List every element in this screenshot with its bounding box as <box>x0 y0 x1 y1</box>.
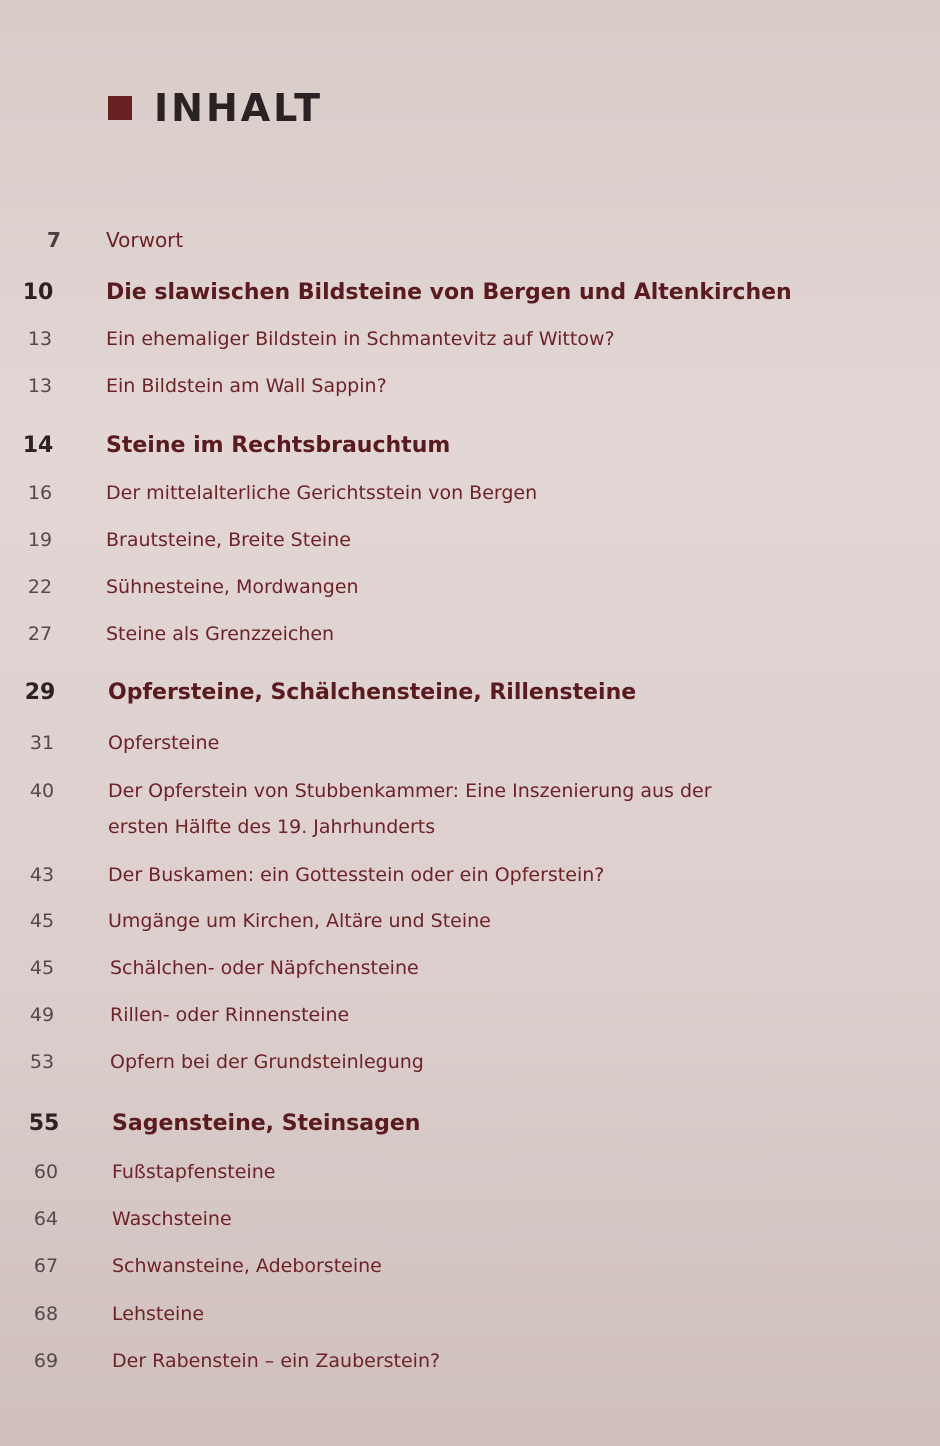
toc-page-number: 19 <box>27 529 53 551</box>
toc-entry-title: Steine als Grenzzeichen <box>106 623 335 645</box>
toc-page-number: 49 <box>29 1004 55 1026</box>
toc-page-number: 13 <box>27 375 53 397</box>
toc-entry-title: Die slawischen Bildsteine von Bergen und Altenkirchen <box>106 280 792 305</box>
toc-entry-title: Brautsteine, Breite Steine <box>106 529 351 551</box>
toc-page-number: 68 <box>33 1303 59 1325</box>
toc-entry-title: Opfersteine <box>108 732 220 754</box>
toc-entry-title: Schälchen- oder Näpfchensteine <box>110 957 419 979</box>
toc-entry-title: Der Buskamen: ein Gottesstein oder ein Opferstein? <box>108 864 605 886</box>
toc-page-number: 67 <box>33 1255 59 1277</box>
toc-entry-title: Opfersteine, Schälchensteine, Rillensteine <box>108 680 637 705</box>
toc-entry-title: Umgänge um Kirchen, Altäre und Steine <box>108 910 491 932</box>
toc-page-number: 13 <box>27 328 53 350</box>
toc-entry-title: Sühnesteine, Mordwangen <box>106 576 359 598</box>
toc-entry-title: Der Opferstein von Stubbenkammer: Eine Inszenierung aus der <box>108 780 712 802</box>
toc-page-number: 45 <box>29 957 55 979</box>
toc-page-number: 7 <box>47 228 61 252</box>
toc-page-number: 16 <box>27 482 53 504</box>
toc-page-number: 43 <box>29 864 55 886</box>
heading-title: INHALT <box>154 86 323 130</box>
toc-page-number: 55 <box>28 1111 60 1136</box>
toc-entry-title-continuation: ersten Hälfte des 19. Jahrhunderts <box>108 816 436 838</box>
toc-page-number: 53 <box>29 1051 55 1073</box>
toc-page-number: 40 <box>29 780 55 802</box>
toc-entry-title: Vorwort <box>106 228 184 252</box>
toc-page-number: 22 <box>27 576 53 598</box>
toc-entry-title: Steine im Rechtsbrauchtum <box>106 433 451 458</box>
toc-entry-title: Waschsteine <box>112 1208 232 1230</box>
toc-entry-title: Sagensteine, Steinsagen <box>112 1111 421 1136</box>
toc-page-number: 45 <box>29 910 55 932</box>
toc-page-number: 29 <box>24 680 56 705</box>
toc-entry-title: Schwansteine, Adeborsteine <box>112 1255 382 1277</box>
toc-entry-title: Der Rabenstein – ein Zauberstein? <box>112 1350 441 1372</box>
toc-page-number: 60 <box>33 1161 59 1183</box>
toc-entry-title: Lehsteine <box>112 1303 205 1325</box>
toc-entry-title: Opfern bei der Grundsteinlegung <box>110 1051 424 1073</box>
toc-entry-title: Ein ehemaliger Bildstein in Schmantevitz auf Wittow? <box>106 328 615 350</box>
toc-entry-title: Rillen- oder Rinnensteine <box>110 1004 350 1026</box>
toc-entry-title: Ein Bildstein am Wall Sappin? <box>106 375 387 397</box>
toc-entry-title: Der mittelalterliche Gerichtsstein von Bergen <box>106 482 538 504</box>
toc-page-number: 31 <box>29 732 55 754</box>
toc-page-number: 64 <box>33 1208 59 1230</box>
toc-page-number: 69 <box>33 1350 59 1372</box>
toc-page-number: 27 <box>27 623 53 645</box>
toc-entry-title: Fußstapfensteine <box>112 1161 276 1183</box>
toc-page-number: 14 <box>22 433 54 458</box>
toc-page-number: 10 <box>22 280 54 305</box>
